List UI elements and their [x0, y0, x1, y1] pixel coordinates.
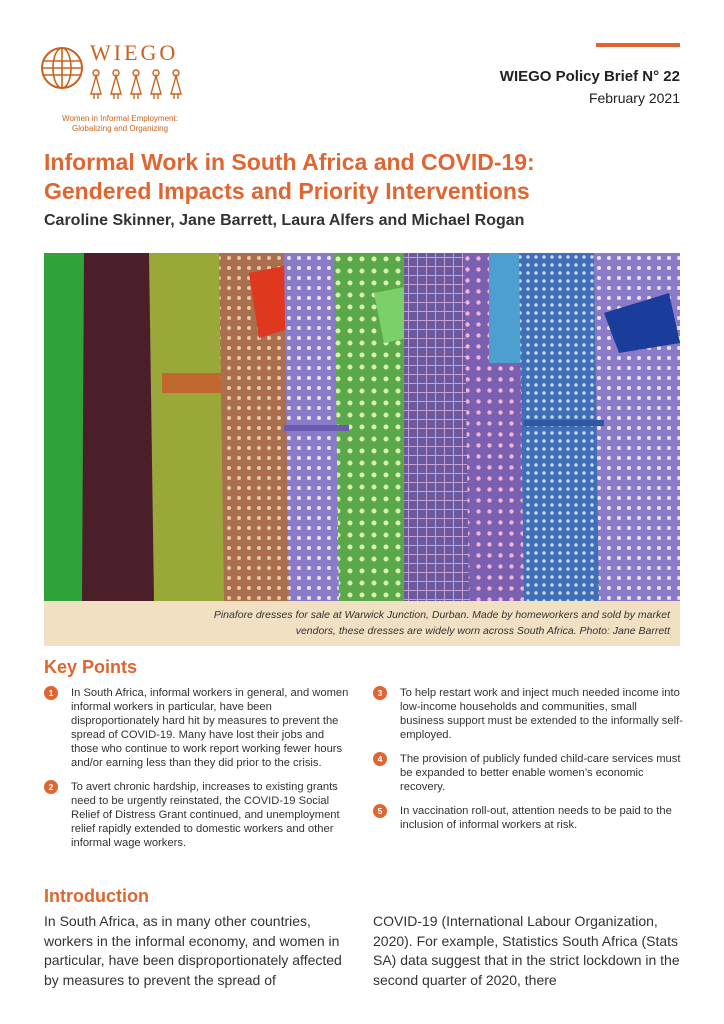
key-point-number: 5: [373, 804, 387, 818]
introduction-heading: Introduction: [44, 886, 149, 906]
key-point-1: [44, 686, 349, 770]
key-point-2: [44, 780, 349, 850]
page-title: [44, 148, 684, 206]
key-point-text: The provision of publicly funded child-care services must be expanded to better enable women’s economic recovery.: [400, 753, 681, 793]
authors: Caroline Skinner, Jane Barrett, Laura Alfers and Michael Rogan: [44, 212, 525, 229]
globe-icon: [40, 46, 84, 90]
key-point-number: 1: [44, 686, 58, 700]
title-line2: Gendered Impacts and Priority Interventions: [44, 178, 530, 204]
women-figures-icon: [86, 68, 186, 100]
introduction-column-1: In South Africa, as in many other countries, workers in the informal economy, and women in particular, have been disproportionately affected by measures to prevent the spread of: [44, 913, 342, 988]
key-point-text: To help restart work and inject much needed income into low-income households and communities, small business support must be extended to the informally self-employed.: [400, 687, 683, 741]
logo-tagline-line2: Globalizing and Organizing: [71, 124, 169, 133]
key-point-text: In vaccination roll-out, attention needs to be paid to the inclusion of informal workers at risk.: [400, 805, 672, 831]
introduction-column-2: COVID-19 (International Labour Organization, 2020). For example, Statistics South Africa (Stats SA) data suggest that in the strict lockdown in the second quarter of 2020, there: [373, 913, 680, 988]
logo-tagline: [40, 114, 200, 134]
key-point-4: [373, 752, 683, 794]
photo-caption: [60, 607, 670, 639]
cover-photo: [44, 253, 680, 601]
photo-caption-box: [44, 601, 680, 646]
key-point-5: [373, 804, 683, 832]
key-points-left-column: [44, 686, 349, 860]
title-line1: Informal Work in South Africa and COVID-19:: [44, 149, 535, 175]
key-point-number: 3: [373, 686, 387, 700]
dresses-illustration: [44, 253, 680, 601]
logo-wordmark: WIEGO: [90, 40, 179, 65]
key-point-text: In South Africa, informal workers in general, and women informal workers in particular, have been disproportionately hard hit by measures to prevent the spread of COVID-19. Many have lost their jobs and those who continue to work report working fewer hours and/or earning less than they did prior to the crisis.: [71, 687, 349, 769]
key-point-text: To avert chronic hardship, increases to existing grants need to be urgently reinstated, the COVID-19 Social Relief of Distress Grant continued, and unemployment relief rapidly extended to domestic workers and other informal wage workers.: [71, 781, 340, 849]
publication-date: February 2021: [588, 90, 680, 106]
caption-line2: vendors, these dresses are widely worn across South Africa. Photo: Jane Barrett: [295, 625, 670, 637]
key-points-right-column: [373, 686, 683, 842]
policy-brief-number: WIEGO Policy Brief N° 22: [499, 68, 680, 85]
header-accent-line: [596, 43, 680, 47]
wiego-logo: [40, 40, 190, 135]
key-point-3: [373, 686, 683, 742]
logo-tagline-line1: Women in Informal Employment:: [62, 114, 178, 123]
key-points-heading: Key Points: [44, 657, 138, 677]
key-point-number: 4: [373, 752, 387, 766]
key-point-number: 2: [44, 780, 58, 794]
caption-line1: Pinafore dresses for sale at Warwick Junction, Durban. Made by homeworkers and sold by market: [213, 609, 670, 621]
